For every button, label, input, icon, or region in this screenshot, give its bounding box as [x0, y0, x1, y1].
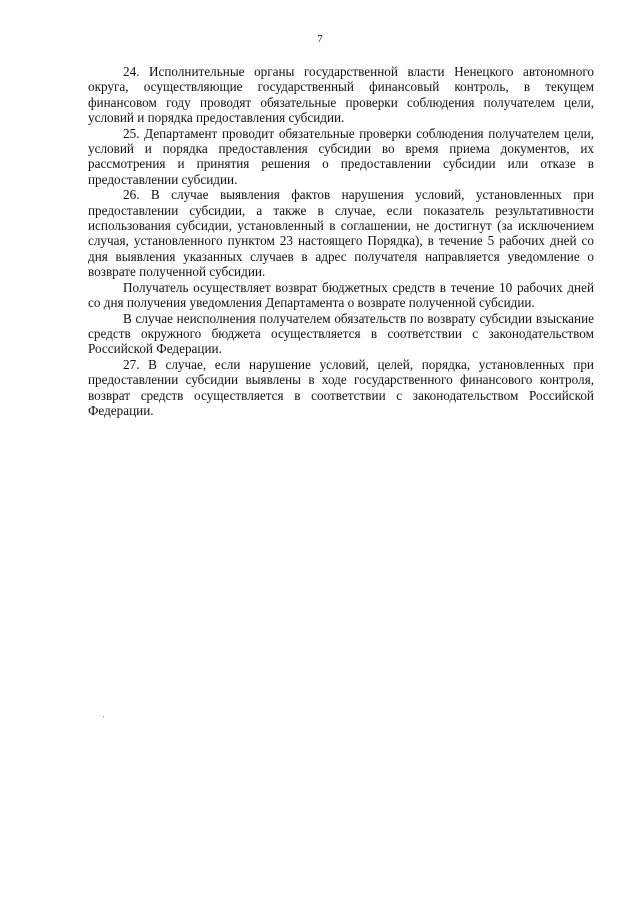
page-number: 7 — [317, 33, 323, 45]
paragraph-26-return: Получатель осуществляет возврат бюджетных средств в течение 10 рабочих дней со дня получения уведомления Департамента о возврате полученной субсидии. — [88, 279, 594, 311]
paragraph-27: 27. В случае, если нарушение условий, целей, порядка, установленных при предоставлении субсидии выявлены в ходе государственного финансового контроля, возврат средств осуществляется в соответствии с законодательством Российской Федерации. — [88, 356, 594, 418]
paragraph-24: 24. Исполнительные органы государственной власти Ненецкого автономного округа, осуществляющие государственный финансовый контроль, в текущем финансовом году проводят обязательные проверки соблюдения получателем цели, условий и порядка предоставления субсидии. — [88, 64, 594, 126]
document-body — [88, 64, 594, 418]
paragraph-25: 25. Департамент проводит обязательные проверки соблюдения получателем цели, условий и порядка предоставления субсидии во время приема документов, их рассмотрения и принятия решения о предоставлении субсидии или отказе в предоставлении субсидии. — [88, 125, 594, 187]
paragraph-26-enforcement: В случае неисполнения получателем обязательств по возврату субсидии взыскание средств окружного бюджета осуществляется в соответствии с законодательством Российской Федерации. — [88, 310, 594, 357]
paragraph-26: 26. В случае выявления фактов нарушения условий, установленных при предоставлении субсидии, а также в случае, если показатель результативности использования субсидии, установленный в соглашении, не достигнут (за исключением случая, установленного пунктом 23 настоящего Порядка), в течение 5 рабочих дней со дня выявления указанных случаев в адрес получателя направляется уведомление о возврате полученной субсидии. — [88, 187, 594, 280]
scan-speck — [103, 716, 104, 717]
